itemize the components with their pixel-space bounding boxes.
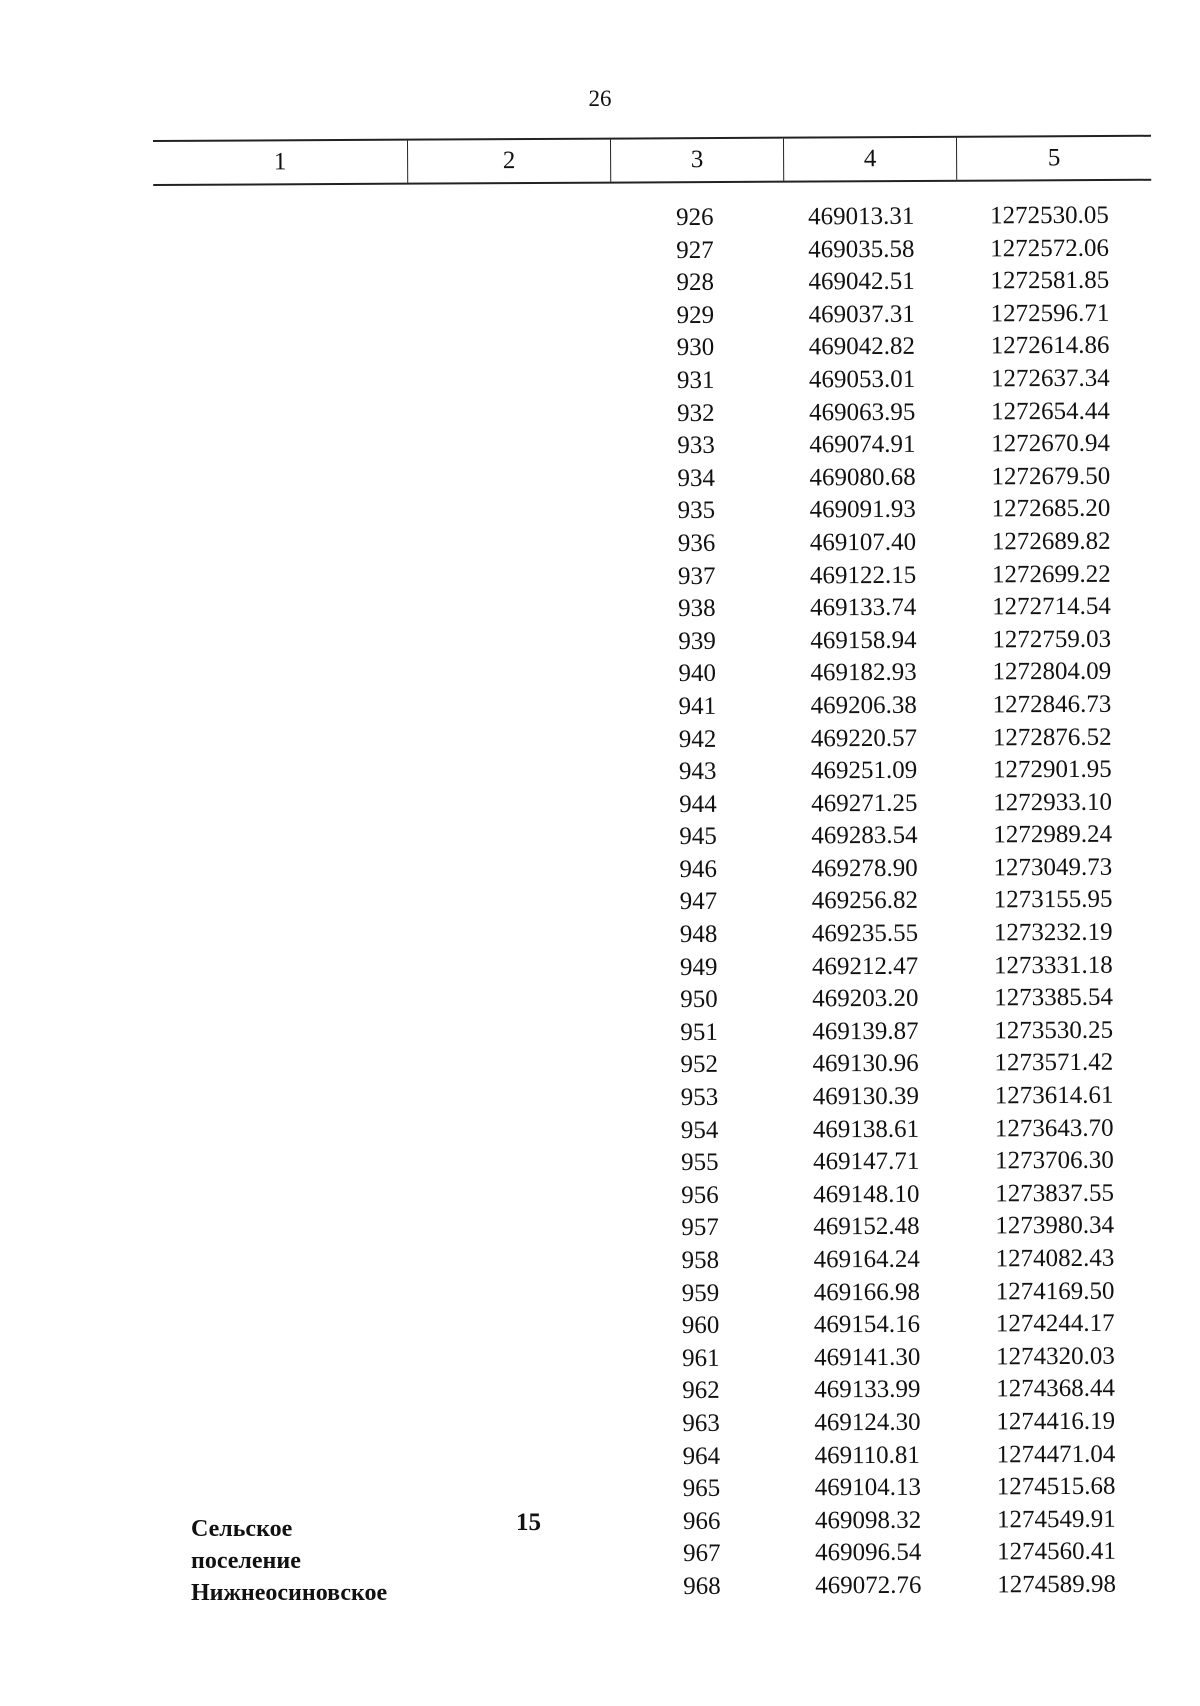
coordinate-x: 469037.31 xyxy=(808,300,915,329)
coordinate-y: 1273571.42 xyxy=(994,1049,1114,1077)
point-number: 967 xyxy=(683,1540,721,1568)
coordinate-y: 1274244.17 xyxy=(995,1309,1115,1338)
point-number: 948 xyxy=(679,920,718,949)
coordinate-x: 469072.76 xyxy=(815,1571,922,1600)
coordinate-x: 469133.74 xyxy=(810,593,917,622)
coordinate-x: 469104.13 xyxy=(814,1473,922,1502)
coordinate-x: 469212.47 xyxy=(811,952,919,980)
table-header xyxy=(153,135,1151,186)
coordinate-x: 469138.61 xyxy=(812,1115,920,1143)
coordinate-x: 469278.90 xyxy=(811,854,918,883)
coordinate-x: 469096.54 xyxy=(815,1539,922,1567)
point-number: 935 xyxy=(677,497,716,525)
coordinate-x: 469235.55 xyxy=(811,919,919,948)
point-number: 961 xyxy=(681,1344,720,1372)
coordinate-y: 1272689.82 xyxy=(991,527,1111,556)
coordinate-y: 1273155.95 xyxy=(993,886,1113,914)
coordinate-x: 469283.54 xyxy=(811,822,918,850)
coordinate-x: 469164.24 xyxy=(813,1245,920,1274)
coordinate-y: 1274368.44 xyxy=(996,1375,1116,1403)
point-number: 968 xyxy=(683,1572,721,1600)
coordinate-y: 1274560.41 xyxy=(997,1538,1116,1566)
coordinate-y: 1272714.54 xyxy=(992,592,1111,621)
coordinate-y: 1272846.73 xyxy=(992,690,1112,719)
coordinate-x: 469206.38 xyxy=(810,691,917,720)
coordinate-x: 469074.91 xyxy=(809,430,916,459)
coordinate-x: 469154.16 xyxy=(813,1310,921,1339)
coordinate-x: 469130.39 xyxy=(812,1082,920,1111)
settlement-code: 15 xyxy=(516,1509,541,1536)
coordinate-x: 469107.40 xyxy=(809,528,917,557)
point-number: 949 xyxy=(679,953,718,981)
point-number: 945 xyxy=(679,823,717,851)
point-number: 937 xyxy=(677,562,716,590)
coordinate-y: 1273385.54 xyxy=(994,983,1113,1012)
coordinate-y: 1272530.05 xyxy=(990,201,1109,230)
settlement-name-line-2: поселение xyxy=(191,1548,301,1574)
coordinate-x: 469147.71 xyxy=(812,1147,920,1176)
coordinate-x: 469271.25 xyxy=(811,789,918,818)
point-number: 953 xyxy=(680,1083,719,1112)
point-number: 942 xyxy=(678,725,717,753)
settlement-name-line-1: Сельское xyxy=(191,1516,293,1542)
coordinate-y: 1272989.24 xyxy=(993,821,1113,849)
coordinate-x: 469158.94 xyxy=(810,626,917,655)
coordinate-y: 1274169.50 xyxy=(995,1277,1115,1305)
point-number: 950 xyxy=(680,986,718,1014)
coordinate-x: 469148.10 xyxy=(813,1180,920,1209)
point-number: 958 xyxy=(681,1246,720,1275)
point-number: 944 xyxy=(679,790,717,818)
coordinate-x: 469053.01 xyxy=(808,365,916,394)
coordinate-x: 469080.68 xyxy=(809,463,916,492)
table-row xyxy=(7,1568,1200,1607)
coordinate-x: 469256.82 xyxy=(811,887,918,915)
point-number: 934 xyxy=(677,464,716,492)
coordinate-y: 1272572.06 xyxy=(990,234,1110,262)
settlement-name-line-3: Нижнеосиновское xyxy=(191,1580,388,1606)
point-number: 951 xyxy=(680,1018,718,1046)
point-number: 947 xyxy=(679,888,718,916)
coordinate-y: 1273331.18 xyxy=(993,951,1113,980)
point-number: 965 xyxy=(682,1474,721,1503)
point-number: 930 xyxy=(676,334,715,362)
column-header-4: 4 xyxy=(783,138,956,181)
point-number: 933 xyxy=(677,431,715,460)
coordinates-table-body xyxy=(0,199,1200,1607)
coordinate-y: 1274082.43 xyxy=(995,1244,1115,1273)
coordinate-y: 1272637.34 xyxy=(990,364,1110,393)
coordinate-y: 1272654.44 xyxy=(991,397,1110,425)
point-number: 940 xyxy=(678,660,717,688)
point-number: 939 xyxy=(678,627,716,655)
coordinate-x: 469133.99 xyxy=(814,1376,921,1404)
coordinate-y: 1273706.30 xyxy=(994,1146,1114,1175)
point-number: 941 xyxy=(678,692,717,720)
coordinate-y: 1273980.34 xyxy=(995,1212,1115,1240)
point-number: 956 xyxy=(681,1181,719,1209)
coordinate-x: 469139.87 xyxy=(812,1017,919,1046)
coordinate-x: 469124.30 xyxy=(814,1408,921,1437)
point-number: 959 xyxy=(681,1279,720,1307)
point-number: 929 xyxy=(676,301,715,329)
column-header-2: 2 xyxy=(407,140,610,183)
point-number: 926 xyxy=(676,203,714,232)
coordinate-x: 469042.51 xyxy=(808,267,915,296)
point-number: 936 xyxy=(677,529,716,557)
coordinate-x: 469013.31 xyxy=(808,202,915,231)
coordinate-y: 1273049.73 xyxy=(993,853,1113,882)
coordinate-y: 1272685.20 xyxy=(991,495,1111,523)
point-number: 931 xyxy=(676,366,715,394)
coordinate-x: 469122.15 xyxy=(809,561,917,589)
coordinate-x: 469166.98 xyxy=(813,1278,921,1306)
coordinate-y: 1272876.52 xyxy=(992,723,1112,751)
point-number: 955 xyxy=(680,1149,719,1177)
coordinate-y: 1274589.98 xyxy=(997,1570,1117,1599)
point-number: 946 xyxy=(679,855,718,883)
coordinate-y: 1272596.71 xyxy=(990,299,1110,328)
coordinate-y: 1274471.04 xyxy=(996,1440,1116,1468)
coordinate-x: 469042.82 xyxy=(808,333,916,361)
coordinate-y: 1272581.85 xyxy=(990,266,1110,295)
coordinate-x: 469063.95 xyxy=(809,398,916,426)
settlement-name xyxy=(191,1513,387,1609)
coordinate-x: 469098.32 xyxy=(814,1506,922,1535)
page-number: 26 xyxy=(588,86,612,111)
coordinate-y: 1274549.91 xyxy=(996,1505,1116,1534)
coordinate-y: 1274320.03 xyxy=(995,1342,1115,1371)
coordinate-y: 1272901.95 xyxy=(992,755,1112,784)
coordinate-y: 1272759.03 xyxy=(992,625,1112,654)
point-number: 927 xyxy=(676,236,714,264)
point-number: 952 xyxy=(680,1051,719,1079)
coordinate-x: 469035.58 xyxy=(808,235,915,263)
coordinate-x: 469203.20 xyxy=(812,985,919,1013)
coordinate-y: 1272614.86 xyxy=(990,332,1110,360)
coordinate-y: 1274416.19 xyxy=(996,1407,1116,1436)
column-header-3: 3 xyxy=(610,139,783,182)
point-number: 932 xyxy=(677,399,715,427)
coordinate-y: 1272679.50 xyxy=(991,462,1111,491)
coordinate-y: 1272804.09 xyxy=(992,658,1112,686)
column-header-5: 5 xyxy=(956,137,1151,180)
point-number: 954 xyxy=(680,1116,719,1144)
point-number: 964 xyxy=(682,1442,721,1470)
coordinate-x: 469182.93 xyxy=(810,659,917,687)
coordinate-y: 1273530.25 xyxy=(994,1016,1114,1045)
coordinate-y: 1273232.19 xyxy=(993,918,1113,947)
coordinate-y: 1272699.22 xyxy=(991,560,1111,588)
coordinate-y: 1273837.55 xyxy=(995,1179,1115,1208)
coordinate-x: 469091.93 xyxy=(809,496,916,524)
point-number: 938 xyxy=(678,594,716,623)
coordinate-y: 1272933.10 xyxy=(993,788,1112,817)
coordinate-x: 469130.96 xyxy=(812,1050,919,1078)
coordinate-x: 469220.57 xyxy=(810,724,918,752)
coordinate-y: 1272670.94 xyxy=(991,429,1111,458)
coordinate-x: 469152.48 xyxy=(813,1213,920,1241)
point-number: 957 xyxy=(681,1214,719,1242)
point-number: 966 xyxy=(682,1507,721,1535)
point-number: 960 xyxy=(681,1311,720,1340)
point-number: 962 xyxy=(682,1377,720,1405)
column-header-1: 1 xyxy=(273,148,287,176)
point-number: 928 xyxy=(676,269,714,297)
coordinate-y: 1274515.68 xyxy=(996,1472,1116,1501)
coordinate-y: 1273614.61 xyxy=(994,1081,1114,1110)
point-number: 943 xyxy=(678,757,717,786)
coordinate-x: 469110.81 xyxy=(814,1441,920,1469)
coordinate-x: 469141.30 xyxy=(813,1343,921,1372)
point-number: 963 xyxy=(682,1409,720,1437)
coordinate-x: 469251.09 xyxy=(810,756,918,785)
coordinate-y: 1273643.70 xyxy=(994,1114,1114,1142)
